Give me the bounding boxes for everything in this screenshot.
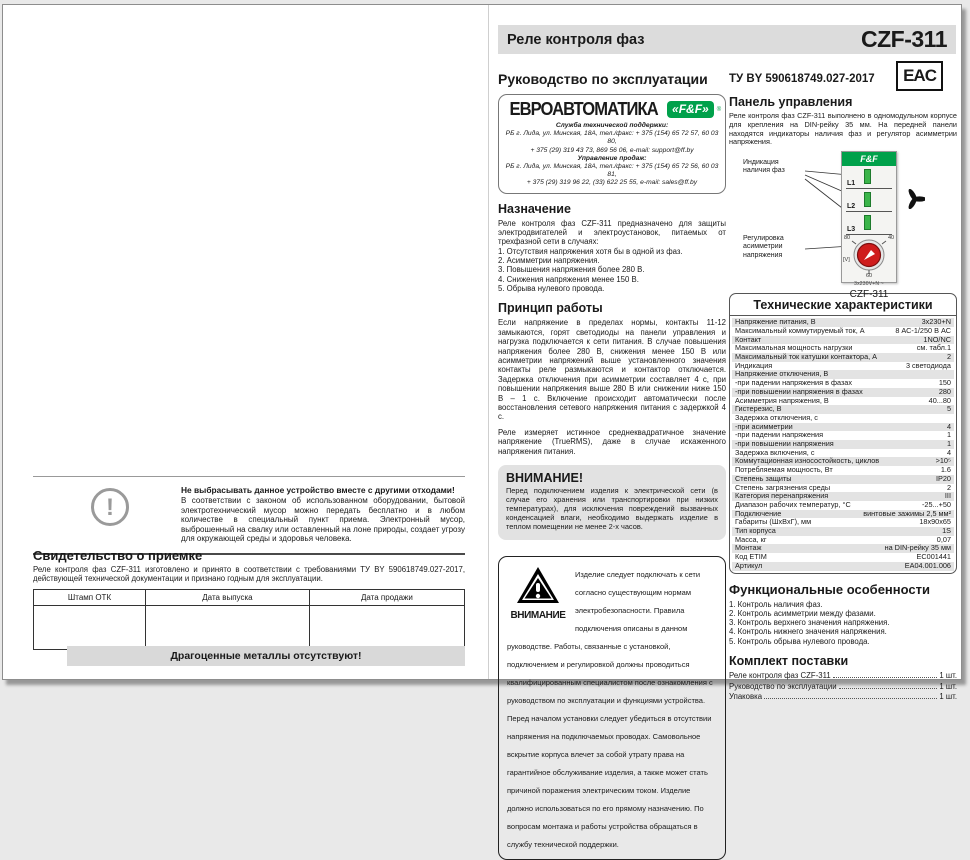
spec-row: -при падении напряжения в фазах 150 [735,378,951,388]
purpose-item: 1. Отсутствия напряжения хотя бы в одной из фаз. [498,246,683,256]
spec-row: Гистерезис, В 5 [732,405,954,414]
phase-led-l1 [864,169,871,184]
feature-item: 1. Контроль наличия фаз. [729,599,823,609]
spec-row: Напряжение отключения, В [732,370,954,379]
spec-row: Артикул EA04.001.006 [732,562,954,571]
safety-warning-box [498,556,726,860]
col-release-date: Дата выпуска [146,589,310,605]
asymmetry-knob-zone [842,235,896,281]
spec-row: Код ETIM EC001441 [735,552,951,562]
page-left [3,5,490,679]
purpose-item: 3. Повышения напряжения более 280 В. [498,265,645,275]
spec-row: Степень защиты IP20 [732,475,954,484]
spec-row: Максимальная мощность нагрузки см. табл.1 [735,343,951,353]
device-model: CZF-311 [849,289,889,301]
scale-60: 60 [866,273,873,280]
purpose-list [498,247,726,293]
acceptance-text: Реле контроля фаз CZF-311 изготовлено и принято в соответствии с требованиями ТУ BY 590618749.027-2017, действующей технической документации и признано годным для эксплуатации. [33,565,465,584]
indication-label: Индикация наличия фаз [743,159,785,175]
tu-standard: ТУ BY 590618749.027-2017 [729,73,875,85]
exclamation-circle-icon: ! [91,488,129,526]
brand-name: ЕВРОАВТОМАТИКА [509,99,658,119]
product-name: Реле контроля фаз [507,31,645,48]
specs-rows [730,316,956,572]
spec-row: Категория перенапряжения III [732,492,954,501]
table-header-row [34,589,465,605]
release-date-cell [146,605,310,649]
three-phase-icon [905,189,925,209]
scale-40: 40 [888,235,895,242]
feature-item: 3. Контроль верхнего значения напряжения. [729,618,890,628]
attention-note-title: ВНИМАНИЕ! [506,471,583,486]
spec-row: Масса, кг 0,07 [735,534,951,544]
phase-label: L2 [847,203,856,211]
attention-note-text: Перед подключением изделия к электрической сети (в случае его хранения или транспортировки при низких температурах), для исключения повреждений вызванных конденсацией влаги, необходимо выдержать изделие в теплом помещении не менее 2-х часов. [506,486,718,531]
purpose-item: 5. Обрыва нулевого провода. [498,284,605,294]
column-manual [498,61,726,860]
col-sale-date: Дата продажи [309,589,464,605]
relay-device [841,151,897,301]
document-header [498,25,956,54]
principle-paragraph: Реле измеряет истинное среднеквадратичное значение напряжение (TrueRMS), даже в случае искаженного напряжения питания. [498,427,726,456]
phase-label: L3 [847,226,856,234]
phase-led-l3 [864,215,871,230]
kit-list [729,671,957,703]
sale-date-cell [309,605,464,649]
phase-indicator-row [846,212,892,235]
spec-row: Задержка включения, с 4 [735,447,951,457]
spec-row: Диапазон рабочих температур, °С -25...+50 [735,499,951,509]
spec-row: Подключение винтовые зажимы 2,5 мм² [732,510,954,519]
col-stamp: Штамп ОТК [34,589,146,605]
disposal-title: Не выбрасывать данное устройство вместе с другими отходами! [181,485,455,495]
manual-title: Руководство по эксплуатации [498,71,708,87]
features-title: Функциональные особенности [729,581,930,597]
support-label: Служба технической поддержки: [555,122,669,129]
acceptance-title: Свидетельство о приемке [33,548,203,563]
purpose-intro: Реле контроля фаз CZF-311 предназначено для защиты электродвигателей и электроустановок, питаемых от трехфазной сети в случаях: [498,218,726,247]
tech-specs-title: Технические характеристики [730,294,956,316]
column-specs [729,61,957,703]
support-line: РБ г. Лида, ул. Минская, 18А, тел./факс: + 375 (154) 65 72 57, 60 03 80, [505,130,719,146]
spec-row: Коммутационная износостойкость, циклов >10⁵ [732,457,954,466]
spec-row: -при падении напряжения 1 [735,430,951,440]
eac-mark-icon: EAC [896,61,943,91]
spec-row: -при повышении напряжения в фазах 280 [732,388,954,397]
ff-logo: «F&F» [667,101,714,118]
manual-sheet [2,4,962,849]
kit-title: Комплект поставки [729,654,849,669]
spec-row: Максимальный ток катушки контактора, А 2 [732,353,954,362]
spec-row: Потребляемая мощность, Вт 1.6 [735,465,951,475]
adjustment-label: Регулировка асимметрии напряжения [743,235,784,259]
acceptance-table [33,589,465,650]
warning-triangle-icon [515,565,561,605]
phase-label: L1 [847,180,856,188]
spec-row: Тип корпуса 1S [732,527,954,536]
feature-item: 4. Контроль нижнего значения напряжения. [729,627,887,637]
feature-item: 2. Контроль асимметрии между фазами. [729,608,876,618]
registered-mark: ® [716,106,722,113]
spec-row: Индикация 3 светодиода [735,360,951,370]
phase-indicator-row [846,166,892,189]
spec-row: Контакт 1NO/NC [732,336,954,345]
warning-icon-block [507,565,569,621]
stamp-cell [34,605,146,649]
tech-specs-table [729,293,957,573]
brand-contact-box [498,94,726,194]
page-right [490,5,963,849]
attention-note-box [498,465,726,540]
device-brand-logo: F&F [842,152,896,166]
spec-row: Максимальный коммутируемый ток, А 8 АС-1/250 В АС [735,325,951,335]
spec-row: Монтаж на DIN-рейку 35 мм [732,544,954,553]
spec-row: Асимметрия напряжения, В 40...80 [735,395,951,405]
principle-title: Принцип работы [498,301,603,316]
disposal-notice [33,476,465,555]
feature-item: 5. Контроль обрыва нулевого провода. [729,636,870,646]
phase-led-l2 [864,192,871,207]
warning-label: ВНИМАНИЕ [510,609,566,621]
principle-paragraph: Если напряжение в пределах нормы, контакты 11-12 замыкаются, горят светодиоды на панели управления и нагрузка подключается к сети питания. В случае повышения напряжения более 280 В, снижения менее 150 В или асимметрии напряжений выше установленного значения контакты реле размыкаются и контактор отключается. Задержка отключения при асимметрии составляет 4 с, при повышении напряжения выше 280 В или снижении ниже 150 В – 1 с. Включение происходит автоматически после восстановления сетевого напряжения питания с задержкой 4 с. [498,318,726,422]
kit-item: Упаковка 1 шт. [729,692,957,702]
no-precious-metals-banner: Драгоценные металлы отсутствуют! [67,646,465,666]
purpose-item: 4. Снижения напряжения менее 150 В. [498,274,639,284]
purpose-item: 2. Асимметрии напряжения. [498,256,600,266]
purpose-title: Назначение [498,201,571,216]
spec-row: Напряжение питания, В 3x230+N [732,318,954,327]
sales-line: + 375 (29) 319 96 22, (33) 622 25 55, e-mail: sales@ff.by [526,179,698,187]
sales-label: Управление продаж: [577,154,647,162]
scale-80: 80 [844,235,851,242]
acceptance-section [33,548,465,650]
disposal-text: В соответствии с законом об использованном оборудовании, бытовой электротехнический мусор можно передать бесплатно и в любом количестве в специальный пункт приема. Электронный мусор, выброшенный на свалку или оставленный на лоне природы, создает угрозу для окружающей среды и здоровья человека. [181,496,465,544]
spec-row: Степень загрязнения среды 2 [735,482,951,492]
support-line: + 375 (29) 319 43 73, 869 56 06, e-mail: support@ff.by [530,146,694,154]
device-rating: 3x230V+N ~ [854,281,884,288]
volt-unit: [V] [843,257,850,264]
kit-item: Руководство по эксплуатации 1 шт. [729,681,957,691]
table-empty-row [34,605,465,649]
safety-warning-text: Изделие следует подключать к сети согласно существующим нормам электробезопасности. Правила подключения описаны в данном руководстве. Работы, связанные с установкой, подключением и регулировкой должны проводиться квалифицированным специалистом после ознакомления с руководством по эксплуатации и функциями устройства. Перед началом установки следует убедиться в отсутствии напряжения на подключаемых проводах. Самовольное вскрытие корпуса влечет за собой утрату права на гарантийное обслуживание изделия, а также может стать причиной поражения электрическим током. Изделие должно использоваться по его прямому назначению. По вопросам монтажа и работы устройства обращаться в службу технической поддержки. [507,569,713,849]
spec-row: Габариты (ШхВхГ), мм 18х90х65 [735,517,951,527]
kit-item: Реле контроля фаз CZF-311 1 шт. [729,671,957,681]
product-model: CZF-311 [861,26,947,52]
features-list [729,600,957,646]
phase-indicator-row [846,189,892,212]
panel-title: Панель управления [729,95,853,109]
sales-line: РБ г. Лида, ул. Минская, 18А, тел./факс: + 375 (154) 65 72 56, 60 03 81, [505,163,719,179]
panel-intro: Реле контроля фаз CZF-311 выполнено в одномодульном корпусе для крепления на DIN-рейку 35 мм. На передней панели находятся индикаторы наличия фаз и регулятор асимметрии напряжения. [729,111,957,147]
spec-row: -при асимметрии 4 [732,423,954,432]
spec-row: -при повышении напряжения 1 [732,440,954,449]
spec-row: Задержка отключения, с [735,412,818,422]
front-panel-diagram [729,149,957,301]
